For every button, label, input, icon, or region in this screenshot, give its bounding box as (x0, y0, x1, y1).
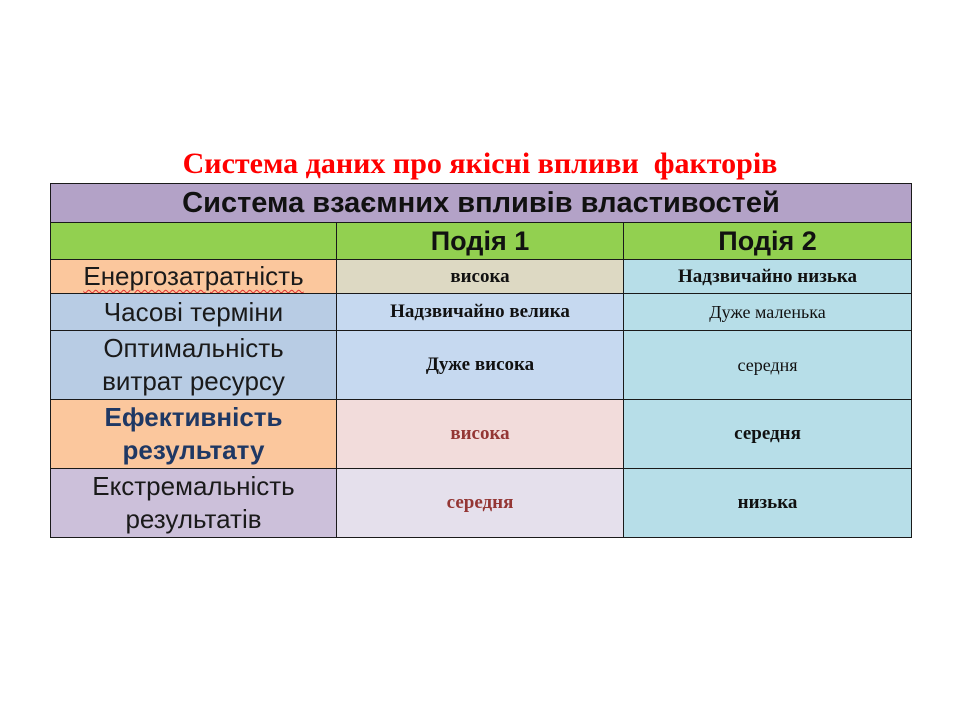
row-label-efficiency-line2: результату (122, 435, 265, 465)
row-label-extremality-line2: результатів (125, 504, 262, 534)
table-row (51, 400, 912, 469)
table-header-row (51, 184, 912, 223)
row-label-efficiency-line1: Ефективність (104, 402, 283, 432)
extremality-event-2: низька (624, 469, 912, 538)
events-row (51, 223, 912, 260)
time-event-2: Дуже маленька (624, 294, 912, 331)
row-label-time: Часові терміни (51, 294, 337, 331)
event-2-header: Подія 2 (624, 223, 912, 260)
table-row (51, 260, 912, 294)
row-label-energy (51, 260, 337, 294)
energy-event-1: висока (337, 260, 624, 294)
efficiency-event-1: висока (337, 400, 624, 469)
row-label-extremality-line1: Екстремальність (92, 471, 295, 501)
table-row (51, 331, 912, 400)
time-event-1: Надзвичайно велика (337, 294, 624, 331)
row-label-energy-text: Енергозатратність (83, 261, 304, 291)
table-row (51, 469, 912, 538)
optimality-event-1: Дуже висока (337, 331, 624, 400)
row-label-optimality-line1: Оптимальність (103, 333, 284, 363)
table-row (51, 294, 912, 331)
extremality-event-1: середня (337, 469, 624, 538)
event-1-header: Подія 1 (337, 223, 624, 260)
table-header: Система взаємних впливів властивостей (51, 184, 912, 223)
efficiency-event-2: середня (624, 400, 912, 469)
row-label-optimality (51, 331, 337, 400)
row-label-optimality-line2: витрат ресурсу (102, 366, 285, 396)
row-label-extremality (51, 469, 337, 538)
events-corner-cell (51, 223, 337, 260)
optimality-event-2: середня (624, 331, 912, 400)
energy-event-2: Надзвичайно низька (624, 260, 912, 294)
influence-table (50, 183, 912, 538)
row-label-efficiency (51, 400, 337, 469)
slide-title: Система даних про якісні впливи факторів (182, 147, 778, 180)
